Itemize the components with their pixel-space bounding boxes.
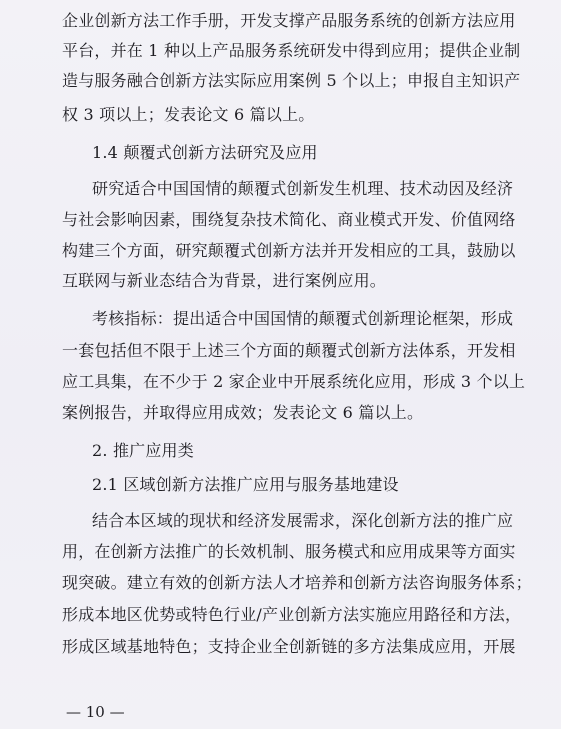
subsection-heading: 2.1 区域创新方法推广应用与服务基地建设 [92,475,399,494]
body-text-line: 造与服务融合创新方法实际应用案例 5 个以上；申报自主知识产 [62,71,521,90]
body-text-line: 形成区域基地特色；支持企业全创新链的多方法集成应用，开展 [62,637,516,656]
body-text-line: 构建三个方面，研究颠覆式创新方法并开发相应的工具，鼓励以 [62,241,516,260]
body-text-line: 考核指标：提出适合中国国情的颠覆式创新理论框架，形成 [92,309,514,328]
body-text-line: 一套包括但不限于上述三个方面的颠覆式创新方法体系，开发相 [62,341,516,360]
body-text-line: 现突破。建立有效的创新方法人才培养和创新方法咨询服务体系； [62,573,532,592]
body-text-line: 案例报告，并取得应用成效；发表论文 6 篇以上。 [62,403,424,422]
section-heading: 1.4 颠覆式创新方法研究及应用 [92,143,318,162]
body-text-line: 权 3 项以上；发表论文 6 篇以上。 [62,105,315,124]
body-text-line: 结合本区域的现状和经济发展需求，深化创新方法的推广应 [92,511,514,530]
body-text-line: 应工具集，在不少于 2 家企业中开展系统化应用，形成 3 个以上 [62,372,526,391]
body-text-line: 用，在创新方法推广的长效机制、服务模式和应用成果等方面实 [62,542,516,561]
page-number: — 10 — [66,703,125,721]
body-text-line: 与社会影响因素，围绕复杂技术简化、商业模式开发、价值网络 [62,210,516,229]
body-text-line: 企业创新方法工作手册，开发支撑产品服务系统的创新方法应用 [62,11,516,30]
body-text-line: 研究适合中国国情的颠覆式创新发生机理、技术动因及经济 [92,179,514,198]
section-heading: 2. 推广应用类 [92,441,194,460]
body-text-line: 形成本地区优势或特色行业/产业创新方法实施应用路径和方法， [62,605,522,624]
body-text-line: 互联网与新业态结合为背景，进行案例应用。 [62,271,387,290]
body-text-line: 平台，并在 1 种以上产品服务系统研发中得到应用；提供企业制 [62,41,521,60]
